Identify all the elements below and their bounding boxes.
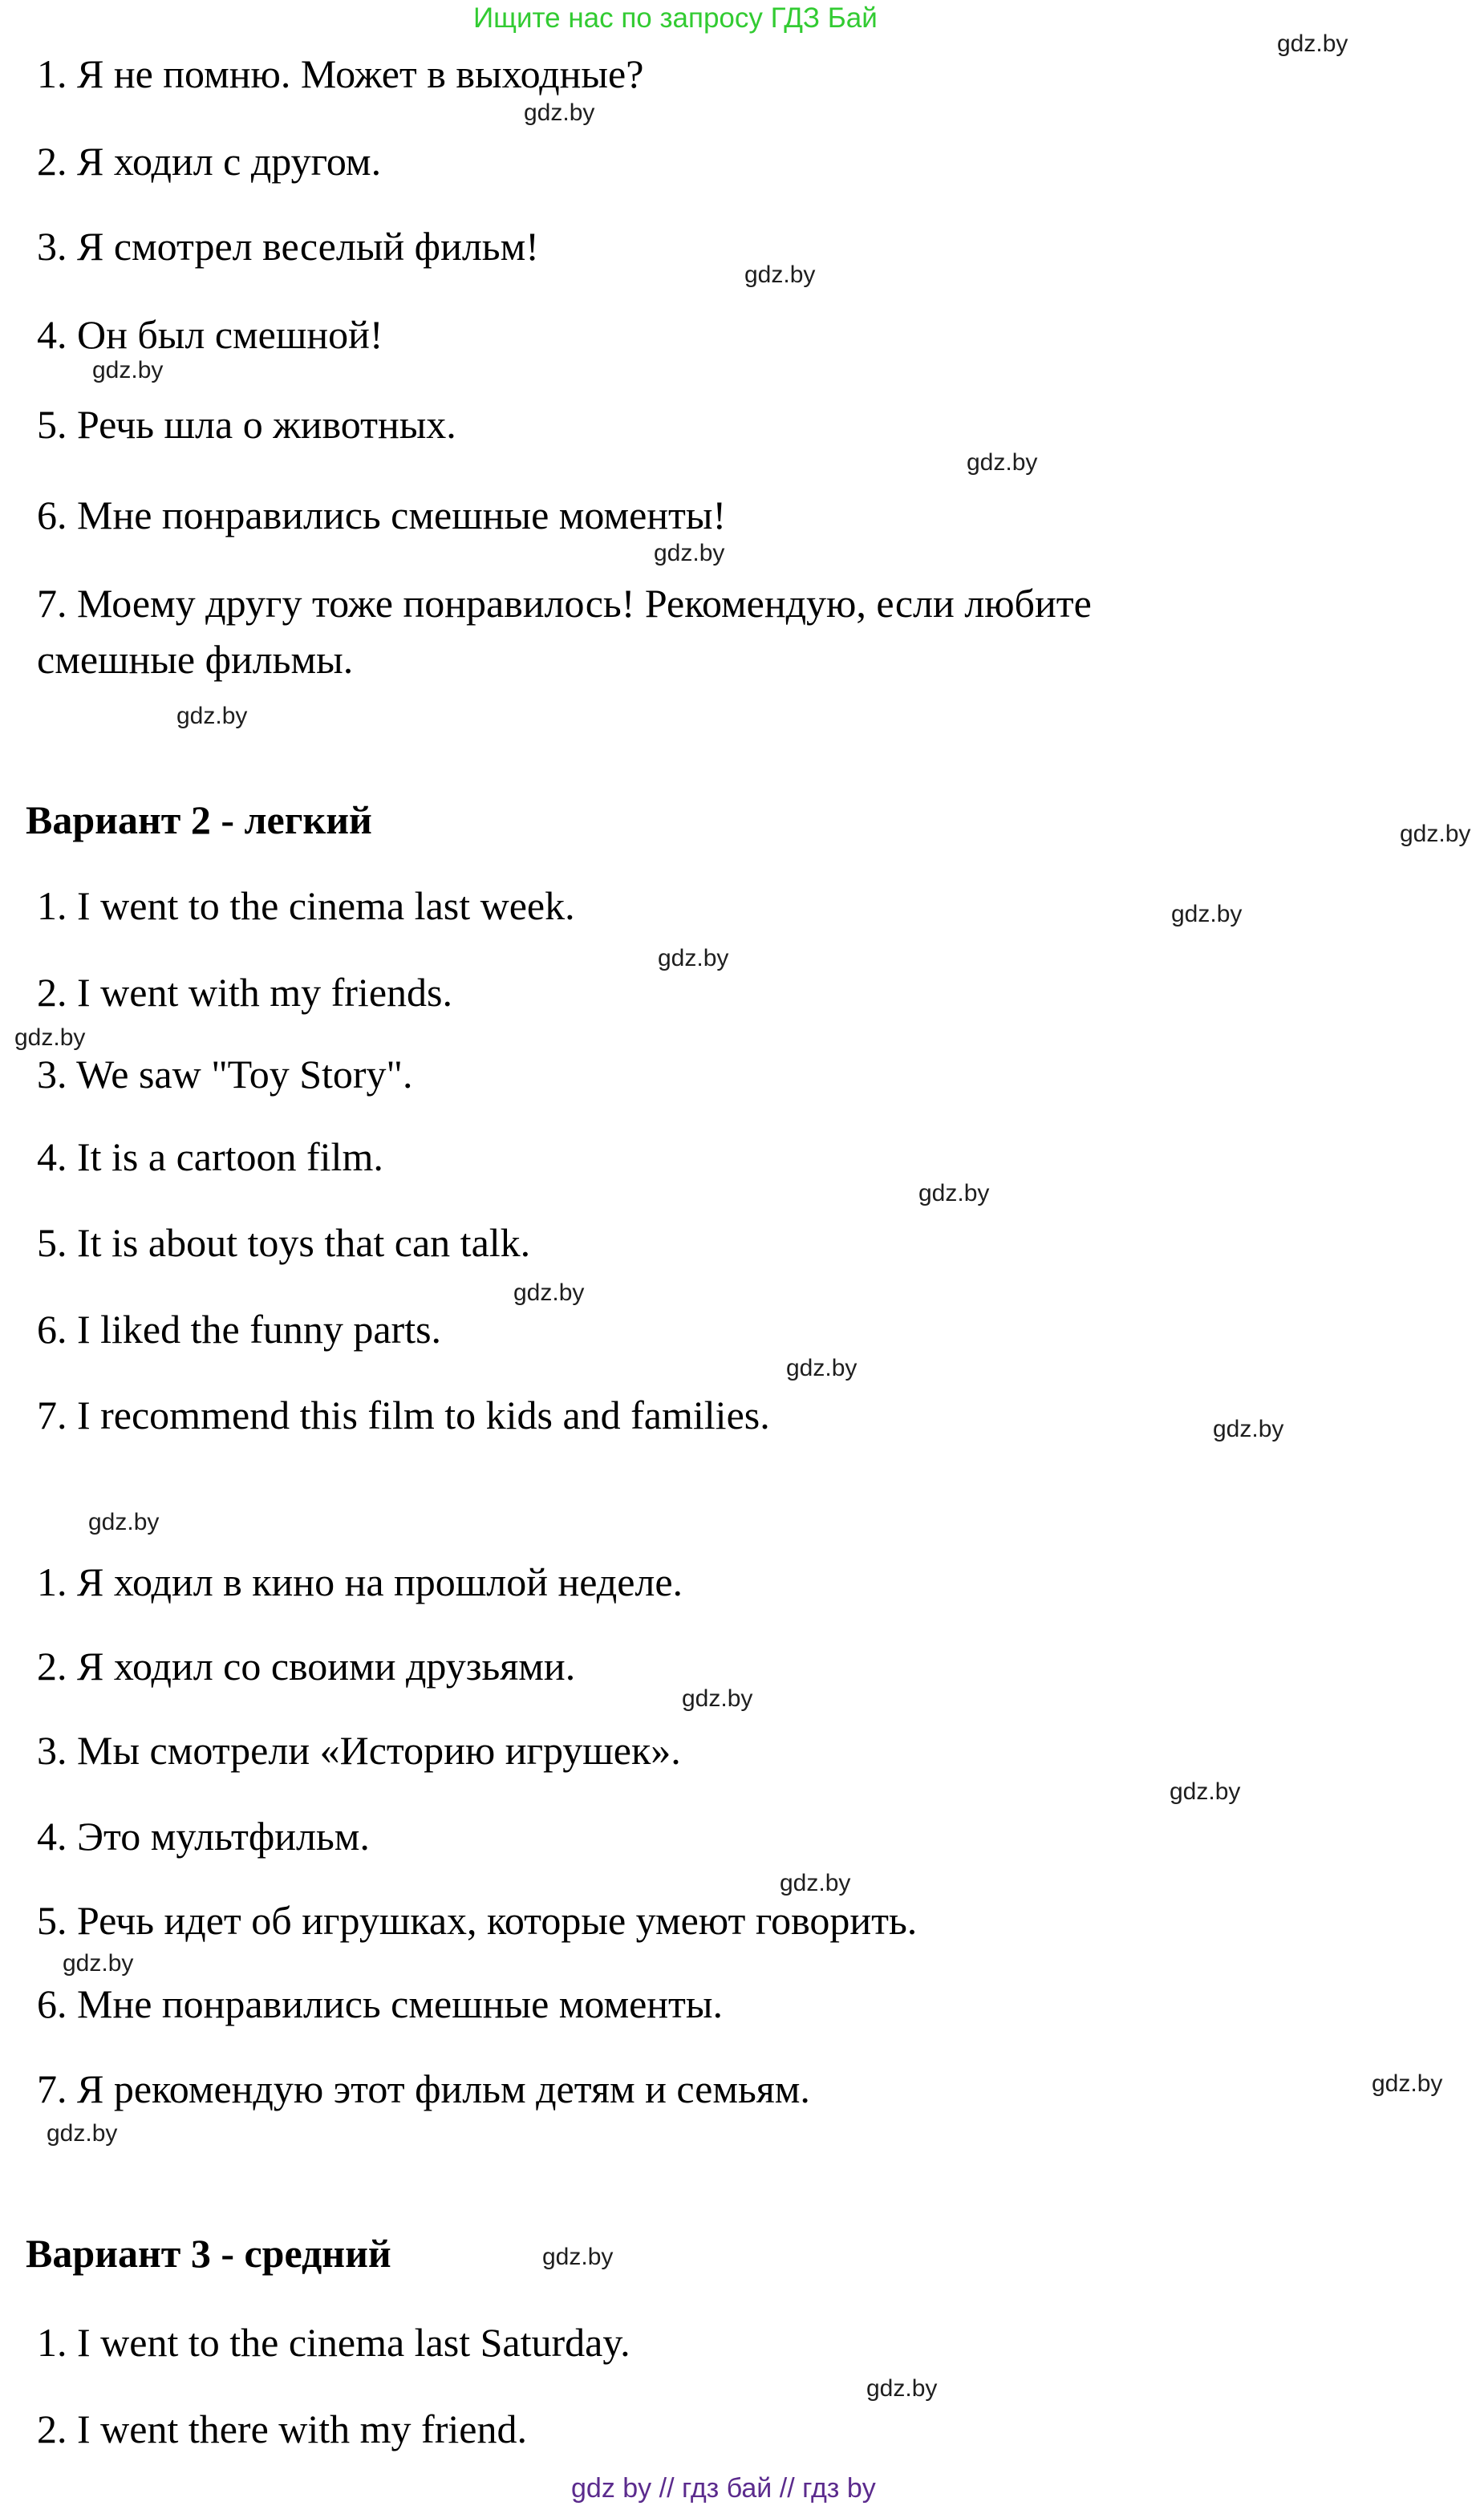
answer-line: 1. I went to the cinema last week.: [37, 883, 575, 928]
answer-line: 5. It is about toys that can talk.: [37, 1220, 531, 1265]
answer-line: смешные фильмы.: [37, 637, 354, 682]
answer-line: 7. Я рекомендую этот фильм детям и семьям.: [37, 2066, 810, 2111]
promo-header-text: Ищите нас по запросу ГДЗ Бай: [473, 2, 878, 34]
answer-line: 7. Моему другу тоже понравилось! Рекомендую, если любите: [37, 581, 1092, 626]
answer-line: 1. Я не помню. Может в выходные?: [37, 51, 644, 96]
gdzby-watermark: gdz.by: [780, 1870, 851, 1896]
gdzby-watermark: gdz.by: [63, 1950, 134, 1977]
answer-line: 2. Я ходил со своими друзьями.: [37, 1644, 576, 1689]
answer-line: 5. Речь шла о животных.: [37, 402, 456, 447]
answer-line: 3. Я смотрел веселый фильм!: [37, 224, 539, 269]
answer-line: 1. I went to the cinema last Saturday.: [37, 2320, 630, 2365]
answer-line: 4. It is a cartoon film.: [37, 1134, 383, 1179]
answer-line: 4. Это мультфильм.: [37, 1814, 370, 1859]
gdzby-watermark: gdz.by: [14, 1024, 86, 1051]
answer-line: 3. Мы смотрели «Историю игрушек».: [37, 1728, 681, 1773]
answer-line: 6. Мне понравились смешные моменты!: [37, 493, 727, 537]
gdzby-watermark: gdz.by: [1170, 1778, 1241, 1805]
gdzby-watermark: gdz.by: [92, 357, 164, 383]
answer-line: 2. I went with my friends.: [37, 970, 452, 1015]
gdzby-watermark: gdz.by: [1171, 901, 1243, 927]
section-heading: Вариант 3 - средний: [26, 2231, 391, 2276]
answer-line: 6. Мне понравились смешные моменты.: [37, 1981, 723, 2026]
answer-line: 7. I recommend this film to kids and families.: [37, 1393, 770, 1437]
answer-line: 5. Речь идет об игрушках, которые умеют говорить.: [37, 1898, 918, 1943]
gdzby-watermark: gdz.by: [918, 1180, 990, 1206]
answer-line: 1. Я ходил в кино на прошлой неделе.: [37, 1559, 683, 1604]
answer-line: 6. I liked the funny parts.: [37, 1307, 442, 1352]
section-heading: Вариант 2 - легкий: [26, 797, 372, 842]
footer-watermark: gdz by // гдз бай // гдз by: [571, 2473, 876, 2504]
answer-line: 4. Он был смешной!: [37, 312, 383, 357]
gdzby-watermark: gdz.by: [1277, 30, 1348, 57]
gdzby-watermark: gdz.by: [786, 1355, 858, 1381]
gdzby-watermark: gdz.by: [654, 540, 725, 566]
gdzby-watermark: gdz.by: [744, 262, 816, 288]
gdzby-watermark: gdz.by: [47, 2120, 118, 2147]
gdzby-watermark: gdz.by: [513, 1279, 585, 1306]
gdzby-watermark: gdz.by: [1372, 2070, 1443, 2097]
gdzby-watermark: gdz.by: [88, 1509, 160, 1535]
gdzby-watermark: gdz.by: [967, 449, 1038, 476]
gdzby-watermark: gdz.by: [866, 2375, 938, 2402]
answer-line: 3. We saw "Toy Story".: [37, 1052, 413, 1097]
gdzby-watermark: gdz.by: [524, 99, 595, 126]
answer-line: 2. Я ходил с другом.: [37, 139, 382, 184]
gdzby-watermark: gdz.by: [658, 945, 729, 971]
gdzby-watermark: gdz.by: [1213, 1416, 1284, 1442]
gdzby-watermark: gdz.by: [1400, 821, 1471, 847]
gdzby-watermark: gdz.by: [682, 1685, 753, 1712]
gdzby-watermark: gdz.by: [176, 703, 248, 729]
gdzby-watermark: gdz.by: [542, 2244, 614, 2270]
answer-line: 2. I went there with my friend.: [37, 2407, 527, 2451]
